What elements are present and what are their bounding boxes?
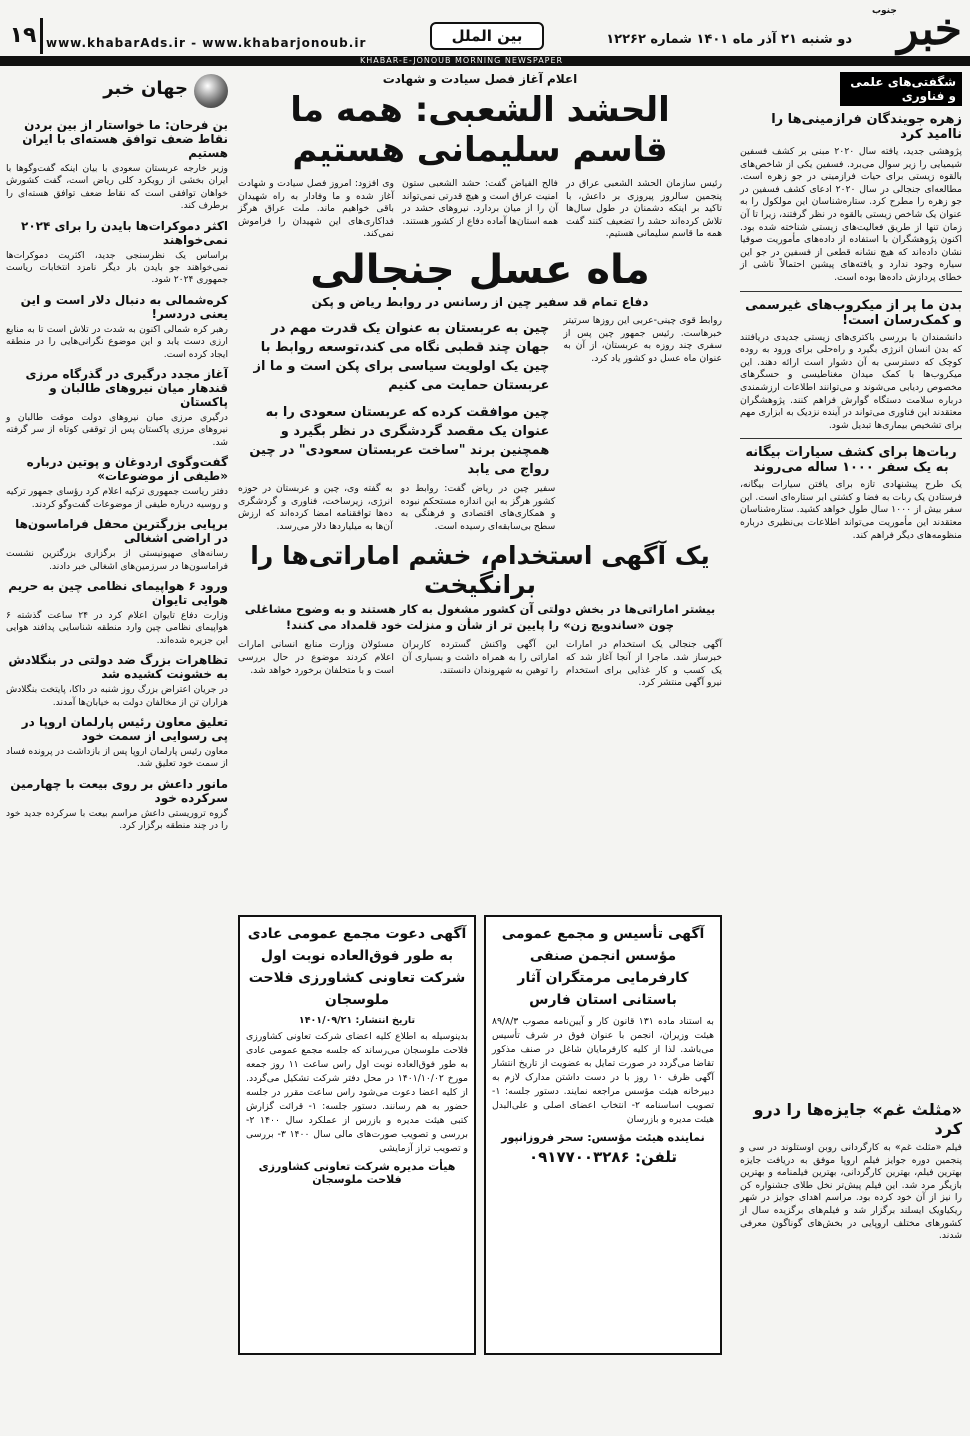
ad-title: آگهی دعوت مجمع عمومی عادی به طور فوق‌العاده نوبت اول شرکت تعاونی کشاورزی فلاحت ملوسجان xyxy=(247,926,467,1008)
ads-block xyxy=(238,915,722,1355)
news-headline: آغاز مجدد درگیری در گذرگاه مرزی قندهار میان نیروهای طالبان و پاکستان xyxy=(25,367,228,410)
ad-phone[interactable]: تلفن: ۰۹۱۷۷۰۰۳۲۸۶ xyxy=(529,1148,677,1166)
feature-headline: ماه عسل جنجالی xyxy=(310,246,650,293)
news-headline: گفت‌وگوی اردوغان و پوتین درباره «طیفی از موضوعات» xyxy=(26,455,228,484)
news-body: براساس یک نظرسنجی جدید، اکثریت دموکرات‌ها نمی‌خواهند جو بایدن بار دیگر نامزد انتخابات ریاست جمهوری ۲۰۲۴ شود. xyxy=(6,249,228,286)
culture-story xyxy=(740,1100,962,1430)
globe-icon xyxy=(194,74,228,108)
world-news-title: جهان خبر xyxy=(103,78,188,99)
ad-title: آگهی تأسیس و مجمع عمومی مؤسس انجمن صنفی کارفرمایی مرمتگران آثار باستانی استان فارس xyxy=(501,926,705,1008)
story-paragraph: فالح الفیاض گفت: حشد الشعبی ستون امنیت عراق است و هیچ قدرتی نمی‌تواند آن را از میان بردارد. نیروهای حشد در همه استان‌ها آماده دفاع از کشور هستند. xyxy=(402,178,558,227)
main-headline: الحشد الشعبی: همه ما قاسم سلیمانی هستیم xyxy=(290,90,670,170)
section-rubric: بین الملل xyxy=(430,22,544,50)
story-paragraph: سفیر چین در ریاض گفت: روابط دو کشور هرگز به این اندازه مستحکم نبوده و همکاری‌های اقتصادی و فرهنگی به سطح بی‌سابقه‌ای رسیده است. xyxy=(400,482,556,532)
divider xyxy=(740,438,962,439)
news-body: معاون رئیس پارلمان اروپا پس از بازداشت در پرونده فساد از سمت خود تعلیق شد. xyxy=(5,745,228,770)
news-body: رسانه‌های صهیونیستی از برگزاری بزرگترین نشست فراماسون‌ها در سرزمین‌های اشغالی خبر دادند. xyxy=(6,548,228,572)
story-subheadline: بیشتر اماراتی‌ها در بخش دولتی آن کشور مشغول به کار هستند و به وضوح مشاغلی چون «ساندویچ زن» را پایین تر از شأن و منزلت خود قلمداد می کنند! xyxy=(244,602,716,633)
ad-body: به استناد ماده ۱۳۱ قانون کار و آیین‌نامه مصوب ۸۹/۸/۳ هیئت وزیران، انجمن با عنوان فوق در شرف تأسیس می‌باشد. لذا از کلیه کارفرمایان شاغل در صنف مذکور تقاضا می‌گردد در صورت تمایل به عضویت از تاریخ انتشار آگهی ظرف ۱۰ روز با در دست داشتن مدارک لازم به دبیرخانه هیئت مؤسس مراجعه نمایند. دستور جلسه: ۱- تصویب اساسنامه ۲- انتخاب اعضای اصلی و علی‌البدل هیئت مدیره و بازرسان xyxy=(492,1016,714,1125)
pull-quote: چین به عربستان به عنوان یک قدرت مهم در جهان چند قطبی نگاه می کند،توسعه روابط با چین یک اولویت سیاسی برای پکن است و ما از عربستان حمایت می کنیم xyxy=(253,320,550,393)
strip-text: KHABAR-E-JONOUB MORNING NEWSPAPER xyxy=(360,56,564,65)
feature-columns xyxy=(238,315,722,533)
dateline: دو شنبه ۲۱ آذر ماه ۱۴۰۱ شماره ۱۲۲۶۲ xyxy=(606,32,852,47)
ad-date: تاریخ انتشار: ۱۴۰۱/۰۹/۲۱ xyxy=(298,1015,416,1026)
page-number: ۱۹ xyxy=(6,18,43,54)
article-body: یک طرح پیشنهادی تازه برای یافتن سیارات بیگانه، فرستادن یک ربات به فضا و کشتی ابر ستاره‌ای است. این سفر بیش از ۱۰۰۰ سال طول خواهد کشید. ستاره‌شناسان معتقدند این مأموریت می‌تواند اطلاعات بی‌نظیری درباره منظومه‌های دیگر فراهم کند. xyxy=(740,479,962,541)
section-tag: شگفتی‌های علمی و فناوری xyxy=(840,72,962,106)
divider xyxy=(740,291,962,292)
ad-box xyxy=(238,915,476,1355)
news-body: درگیری مرزی میان نیروهای دولت موقت طالبان و نیروهای مرزی پاکستان پس از توقفی کوتاه از سر گرفته شد. xyxy=(6,412,228,448)
article-headline: بدن ما پر از میکروب‌های غیرسمی و کمک‌رسان است! xyxy=(745,297,962,328)
masthead xyxy=(0,0,970,62)
ad-body: بدینوسیله به اطلاع کلیه اعضای شرکت تعاونی کشاورزی فلاحت ملوسجان می‌رساند که جلسه مجمع عمومی عادی به طور فوق‌العاده نوبت اول راس ساعت ۱۱ روز جمعه مورخ ۱۴۰۱/۱۰/۰۲ در محل دفتر شرکت تشکیل می‌گردد. از کلیه اعضا دعوت می‌شود راس ساعت مقرر در جلسه حضور به هم رسانند. دستور جلسه: ۱- قرائت گزارش کتبی هیئت مدیره و بازرس از عملکرد سال ۱۴۰۰ ۲- بررسی و تصویب صورت‌های مالی سال ۱۴۰۰ ۳- بررسی و تصویب تراز آزمایشی xyxy=(246,1031,468,1154)
news-headline: تعلیق معاون رئیس پارلمان اروپا در پی رسوایی از سمت خود xyxy=(21,714,228,743)
news-body: وزارت دفاع تایوان اعلام کرد در ۲۴ ساعت گذشته ۶ هواپیمای نظامی چین وارد منطقه شناسایی پدافند هوایی این جزیره شده‌اند. xyxy=(6,609,228,646)
headline-kicker: اعلام آغاز فصل سیادت و شهادت xyxy=(382,72,578,86)
world-news-column xyxy=(6,72,228,1432)
website-urls[interactable]: www.khabarAds.ir - www.khabarjonoub.ir xyxy=(46,36,367,50)
article-headline: زهره جویندگان فرازمینی‌ها را ناامید کرد xyxy=(771,112,962,142)
news-headline: ورود ۶ هواپیمای نظامی چین به حریم هوایی تایوان xyxy=(8,578,228,607)
news-headline: تظاهرات بزرگ ضد دولتی در بنگلادش به خشونت کشیده شد xyxy=(8,653,228,682)
story-paragraph: روابط قوی چینی-عربی این روزها سرتیتر خبرهاست. رئیس جمهور چین پس از سفری چند روزه به عربستان، از آن به عنوان ماه عسل دو کشور یاد کرد. xyxy=(563,314,722,364)
pull-quote: چین موافقت کرده که عربستان سعودی را به عنوان یک مقصد گردشگری در نظر بگیرد و همچنین برند "ساخت عربستان سعودی" در چین رواج می یابد xyxy=(249,404,550,477)
news-body: در جریان اعتراض بزرگ روز شنبه در داکا، پایتخت بنگلادش هزاران تن از مخالفان دولت به خیابان‌ها آمدند. xyxy=(6,684,228,708)
story-columns xyxy=(238,639,722,689)
news-headline: بن فرحان: ما خواستار از بین بردن نقاط ضعف توافق هسته‌ای با ایران هستیم xyxy=(22,118,228,160)
logo xyxy=(870,4,962,56)
story-headline: «مثلث غم» جایزه‌ها را درو کرد xyxy=(753,1100,962,1138)
story-headline: یک آگهی استخدام، خشم اماراتی‌ها را برانگیخت xyxy=(250,541,710,600)
news-headline: مانور داعش بر روی بیعت با چهارمین سرکرده خود xyxy=(10,776,228,805)
article-body: دانشمندان با بررسی باکتری‌های زیستی جدیدی دریافتند که بدن انسان انرژی بگیرد و راه‌حلی برای ورود به روده کوچک که دسترسی به آن دشوار است ارائه دهند. این میکروب‌ها با کمک میدان مغناطیسی و حسگرهای مخصوص ردیابی می‌شوند و می‌توانند اطلاعات ارزشمندی درباره سلامت دستگاه گوارش فراهم کنند. پژوهشگران معتقدند این فناوری می‌تواند در آینده نزدیک به ابزاری مهم برای تشخیص بیماری‌ها تبدیل شود. xyxy=(740,331,962,431)
ad-box xyxy=(484,915,722,1355)
story-paragraph: به گفته وی، چین و عربستان در حوزه انرژی، زیرساخت، فناوری و گردشگری ده‌ها توافقنامه امضا کرده‌اند که ارزش آن‌ها به میلیاردها دلار می‌رسد. xyxy=(237,482,393,532)
story-paragraph: رئیس سازمان الحشد الشعبی عراق در پنجمین سالروز پیروزی بر داعش، با تاکید بر اینکه دشمنان در طول سال‌ها تلاش کرده‌اند حشد را تضعیف کنند گفت همه ما قاسم سلیمانی هستیم. xyxy=(566,178,722,240)
story-paragraph: وی افزود: امروز فصل سیادت و شهادت آغاز شده و ما وفادار به راه شهیدان باقی خواهیم ماند. ملت عراق هرگز فداکاری‌های این شهیدان را فراموش نمی‌کند. xyxy=(238,178,394,240)
story-columns xyxy=(238,178,722,241)
story-paragraph: این آگهی واکنش گسترده کاربران اماراتی را به همراه داشت و بسیاری آن را توهین به شهروندان دانستند. xyxy=(402,639,558,676)
news-body: رهبر کره شمالی اکنون به شدت در تلاش است تا به منابع ارزی دست یابد و این موضوع نگرانی‌هایی را در منطقه ایجاد کرده است. xyxy=(6,323,228,360)
story-body: فیلم «مثلث غم» به کارگردانی روبن اوستلوند در سی و پنجمین دوره جوایز فیلم اروپا موفق به دریافت جایزه بهترین فیلم، بهترین کارگردانی، بهترین فیلمنامه و بهترین بازیگر مرد شد. این فیلم پیش‌تر نخل طلای جشنواره کن را نیز از آن خود کرده بود. مراسم اهدای جوایز در شهر ریکیاویک ایسلند برگزار شد و فیلم‌های برگزیده سال از کشورهای مختلف اروپایی در بخش‌های گوناگون معرفی شدند. xyxy=(740,1142,962,1242)
world-news-header xyxy=(6,72,228,112)
news-headline: اکثر دموکرات‌ها بایدن را برای ۲۰۲۴ نمی‌خواهند xyxy=(21,218,228,247)
logo-subtitle: جنوب xyxy=(872,6,897,16)
feature-subheadline: دفاع تمام قد سفیر چین از رسانس در روابط ریاض و پکن xyxy=(311,294,649,309)
news-body: دفتر ریاست جمهوری ترکیه اعلام کرد رؤسای جمهور ترکیه و روسیه درباره طیفی از موضوعات گفت‌وگو کردند. xyxy=(6,486,228,510)
story-paragraph: مسئولان وزارت منابع انسانی امارات اعلام کردند موضوع در حال بررسی است و با متخلفان برخورد خواهد شد. xyxy=(238,639,394,676)
ad-signature: هیأت مدیره شرکت تعاونی کشاورزی فلاحت ملوسجان xyxy=(258,1160,456,1186)
article-headline: ربات‌ها برای کشف سیارات بیگانه به یک سفر ۱۰۰۰ ساله می‌روند xyxy=(745,445,957,476)
news-body: گروه تروریستی داعش مراسم بیعت با سرکرده جدید خود را در چند منطقه برگزار کرد. xyxy=(6,807,228,832)
article-body: پژوهشی جدید، یافته سال ۲۰۲۰ مبنی بر کشف فسفین شیمیایی را زیر سوال می‌برد. فسفین یکی از شاخص‌های بالقوه زیستی برای حیات فرازمینی در جو زهره است. مطالعه‌ای جنجالی در سال ۲۰۲۰ ادعای کشف فسفین در جو زهره را مطرح کرد. ستاره‌شناسان این مولکول را به عنوان یک شاخص زیستی بالقوه در نظر گرفتند، زیرا تا آن زمان تنها از طریق فعالیت‌های زیستی شناخته شده بود. اکنون پژوهشگران با استفاده از داده‌های مأموریت صوفیا نشان داده‌اند که هیچ نشانه قطعی از فسفین در جو این سیاره وجود ندارد و یافته‌های پیشین احتمالاً ناشی از خطای پردازش داده‌ها بوده است. xyxy=(740,146,962,283)
news-headline: برپایی بزرگترین محفل فراماسون‌ها در اراضی اشغالی xyxy=(15,517,228,546)
pull-quotes xyxy=(238,315,555,533)
logo-text: خبر xyxy=(897,4,962,55)
story-paragraph: آگهی جنجالی یک استخدام در امارات خبرساز شد. ماجرا از آنجا آغاز شد که یک کسب و کار غذایی برای استخدام نیرو آگهی منتشر کرد. xyxy=(566,639,722,689)
news-body: وزیر خارجه عربستان سعودی با بیان اینکه گفت‌وگوها با ایران بخشی از رویکرد کلی ریاض است، گفت کشورش خواهان توافقی است که نقاط ضعف توافق هسته‌ای را برطرف کند. xyxy=(6,163,228,212)
ad-signature: نماینده هیئت مؤسس: سحر فروزانپور xyxy=(501,1131,705,1144)
news-headline: کره‌شمالی به دنبال دلار است و این یعنی دردسر! xyxy=(20,292,228,321)
science-column xyxy=(740,72,962,1092)
